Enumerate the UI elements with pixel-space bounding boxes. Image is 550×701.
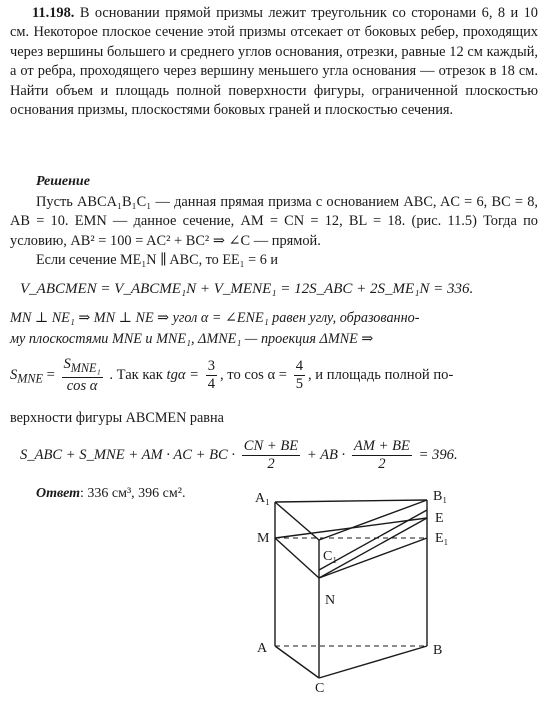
smne-lhs-sub: MNE — [17, 371, 43, 386]
answer-value: : 336 см³, 396 см². — [80, 486, 186, 501]
smne-num-letter: S — [63, 356, 71, 372]
label-m: M — [257, 531, 270, 546]
surface-eq-a: S_ABC + S_MNE + AM · AC + BC · — [20, 446, 236, 463]
smne-num-sub: MNE₁ — [70, 360, 101, 375]
cos-fraction — [294, 358, 305, 393]
surface-eq-c: = 396. — [418, 446, 458, 463]
problem-text: В основании прямой призмы лежит треугольник со сторонами 6, 8 и 10 см. Некоторое плоское сечение этой призмы отсекает от боковых ребер, проходящих через вершины большего и среднего углов основания, отрезки, равные 12 см каждый, а от ребра, проходящего через вершину меньшего угла основания — отрезок в 18 см. Найти объем и площадь полной поверхности фигуры, ограниченной плоскостью основания призмы, плоскостями боковых граней и плоскостью сечения. — [10, 5, 538, 119]
tg-text: tgα = — [166, 366, 200, 383]
surface-line: верхности фигуры ABCMEN равна — [10, 410, 224, 426]
smne-denominator: cos α — [66, 377, 98, 394]
surface-f1-den: 2 — [267, 456, 275, 472]
volume-equation: V_ABCMEN = V_ABCME₁N + V_MENE₁ = 12S_ABC + 2S_ME₁N = 336. — [20, 281, 474, 297]
prism-diagram — [235, 478, 475, 696]
area-ratio-line: $S_{MNE}$ = $\frac{S_{MNE_1}}{\text{cos α}}$ . Так как tgα = $\frac{3}{4}$ , то cos α = $\frac{4}{5}$ , и площадь полной по- — [10, 356, 454, 394]
answer-label: Ответ — [36, 486, 81, 501]
label-a: A — [257, 641, 268, 656]
surface-eq-b: + AB · — [306, 446, 346, 463]
edge-ac — [275, 646, 319, 678]
label-a1: A₁ — [255, 491, 270, 506]
answer — [36, 486, 185, 502]
label-c1: C₁ — [323, 549, 338, 564]
edge-a1b1 — [275, 500, 427, 502]
label-e1: E₁ — [435, 531, 449, 546]
edge-bc — [319, 646, 427, 678]
cos-denominator: 5 — [295, 375, 303, 392]
tg-denominator: 4 — [207, 375, 215, 392]
angle-line-2: му плоскостями MNE и MNE₁, ΔMNE₁ — проекция ΔMNE ⇒ — [10, 331, 374, 347]
smne-text-1: . Так как — [109, 366, 163, 383]
smne-fraction — [62, 356, 103, 395]
prism-figure — [235, 478, 475, 696]
surface-fraction-2 — [352, 438, 412, 473]
label-c: C — [315, 681, 325, 696]
label-b1: B₁ — [433, 489, 448, 504]
cos-numerator: 4 — [295, 357, 303, 374]
label-b: B — [433, 643, 443, 658]
section-ne — [319, 518, 427, 578]
problem-statement — [10, 4, 538, 120]
label-n: N — [325, 593, 336, 608]
label-e: E — [435, 511, 444, 526]
solution-line-if: Если сечение ME₁N ∥ ABC, то EE₁ = 6 и — [36, 252, 278, 268]
surface-equation — [20, 438, 458, 473]
smne-numerator — [62, 356, 103, 378]
surface-f2-num: AM + BE — [353, 438, 410, 454]
section-mn — [275, 538, 319, 578]
tg-numerator: 3 — [207, 357, 215, 374]
solution-heading: Решение — [36, 174, 90, 189]
surface-f1-num: CN + BE — [243, 438, 299, 454]
angle-line-1: MN ⊥ NE₁ ⇒ MN ⊥ NE ⇒ угол α = ∠ENE₁ равен углу, образованно- — [10, 310, 420, 326]
cos-text: , то cos α = — [219, 366, 288, 383]
edge-a1c1 — [275, 502, 319, 540]
problem-number: 11.198. — [32, 5, 75, 21]
surface-f2-den: 2 — [378, 456, 386, 472]
smne-text-2: , и площадь полной по- — [308, 366, 454, 383]
solution-intro: Пусть ABCA₁B₁C₁ — данная прямая призма с основанием ABC, AC = 6, BC = 8, AB = 10. EMN — данное сечение, AM = CN = 12, BL = 18. (рис. 11.5) Тогда по условию, AB² = 100 = AC² + BC² ⇒ ∠C — прямой. — [10, 194, 538, 249]
surface-fraction-1 — [242, 438, 300, 473]
smne-lhs: S — [10, 366, 18, 383]
tg-fraction — [206, 358, 217, 393]
